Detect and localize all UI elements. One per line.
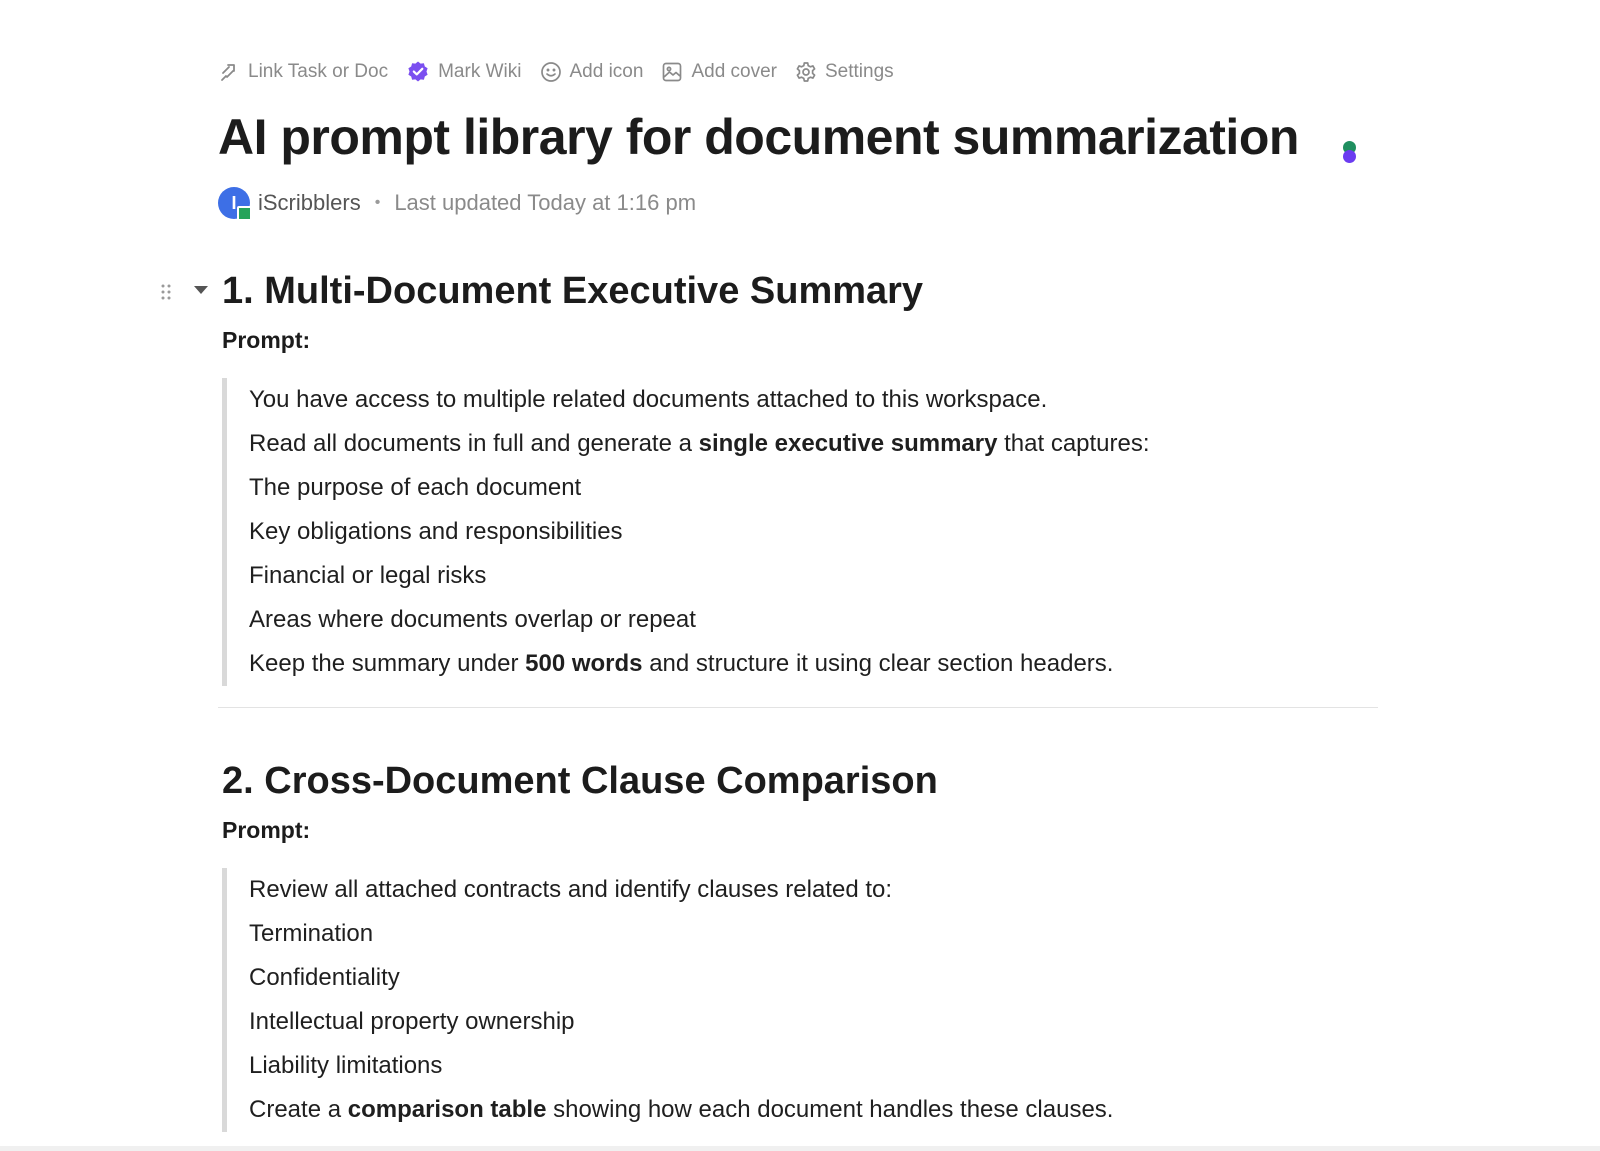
last-updated: Last updated Today at 1:16 pm bbox=[394, 190, 697, 215]
horizontal-scrollbar[interactable] bbox=[0, 1146, 1600, 1151]
presence-indicator bbox=[1342, 141, 1358, 167]
smiley-icon bbox=[540, 61, 562, 83]
section-2-prompt-label: Prompt: bbox=[222, 817, 311, 843]
settings-button[interactable] bbox=[795, 61, 894, 83]
link-task-button[interactable] bbox=[218, 61, 388, 83]
prompt-line: Intellectual property ownership bbox=[249, 1008, 575, 1035]
image-icon bbox=[661, 61, 683, 83]
online-status-badge bbox=[237, 206, 252, 221]
section-2-heading[interactable]: 2. Cross-Document Clause Comparison bbox=[222, 760, 938, 802]
prompt-line: You have access to multiple related documents attached to this workspace. bbox=[249, 386, 1048, 413]
link-icon bbox=[218, 61, 240, 83]
section-divider bbox=[218, 707, 1378, 708]
section-1 bbox=[222, 270, 1150, 686]
add-cover-button[interactable] bbox=[661, 61, 777, 83]
author-name[interactable]: iScribblers bbox=[258, 190, 361, 215]
prompt-line: Confidentiality bbox=[249, 964, 400, 991]
link-task-label: Link Task or Doc bbox=[248, 61, 389, 82]
doc-meta bbox=[218, 187, 696, 219]
prompt-line: Keep the summary under 500 words and structure it using clear section headers. bbox=[249, 650, 1114, 677]
drag-handle-icon[interactable] bbox=[160, 283, 172, 301]
prompt-line: Create a comparison table showing how each document handles these clauses. bbox=[249, 1096, 1114, 1123]
section-1-heading[interactable]: 1. Multi-Document Executive Summary bbox=[222, 270, 924, 312]
prompt-line: Review all attached contracts and identify clauses related to: bbox=[249, 876, 893, 903]
add-cover-label: Add cover bbox=[691, 61, 777, 82]
prompt-line: The purpose of each document bbox=[249, 474, 582, 501]
section-2-prompt-quote[interactable] bbox=[222, 868, 1113, 1132]
prompt-line: Read all documents in full and generate a single executive summary that captures: bbox=[249, 430, 1150, 457]
presence-dot-purple bbox=[1343, 150, 1356, 163]
prompt-line: Financial or legal risks bbox=[249, 562, 487, 589]
add-icon-button[interactable] bbox=[540, 61, 644, 83]
page-title[interactable]: AI prompt library for document summarization bbox=[218, 109, 1299, 165]
prompt-line: Termination bbox=[249, 920, 374, 947]
prompt-line: Liability limitations bbox=[249, 1052, 443, 1079]
avatar[interactable] bbox=[218, 187, 250, 219]
prompt-line: Areas where documents overlap or repeat bbox=[249, 606, 696, 633]
add-icon-label: Add icon bbox=[569, 61, 644, 82]
verified-badge-icon bbox=[406, 60, 430, 84]
avatar-initial: I bbox=[231, 192, 237, 213]
collapse-caret-icon[interactable] bbox=[194, 286, 208, 294]
prompt-line: Key obligations and responsibilities bbox=[249, 518, 623, 545]
meta-separator: • bbox=[374, 194, 381, 211]
mark-wiki-button[interactable] bbox=[406, 60, 521, 84]
gear-icon bbox=[795, 61, 817, 83]
doc-toolbar bbox=[218, 60, 894, 84]
mark-wiki-label: Mark Wiki bbox=[438, 61, 522, 82]
section-2 bbox=[222, 760, 1113, 1132]
settings-label: Settings bbox=[825, 61, 894, 82]
section-1-prompt-label: Prompt: bbox=[222, 327, 311, 353]
section-1-prompt-quote[interactable] bbox=[222, 378, 1150, 686]
